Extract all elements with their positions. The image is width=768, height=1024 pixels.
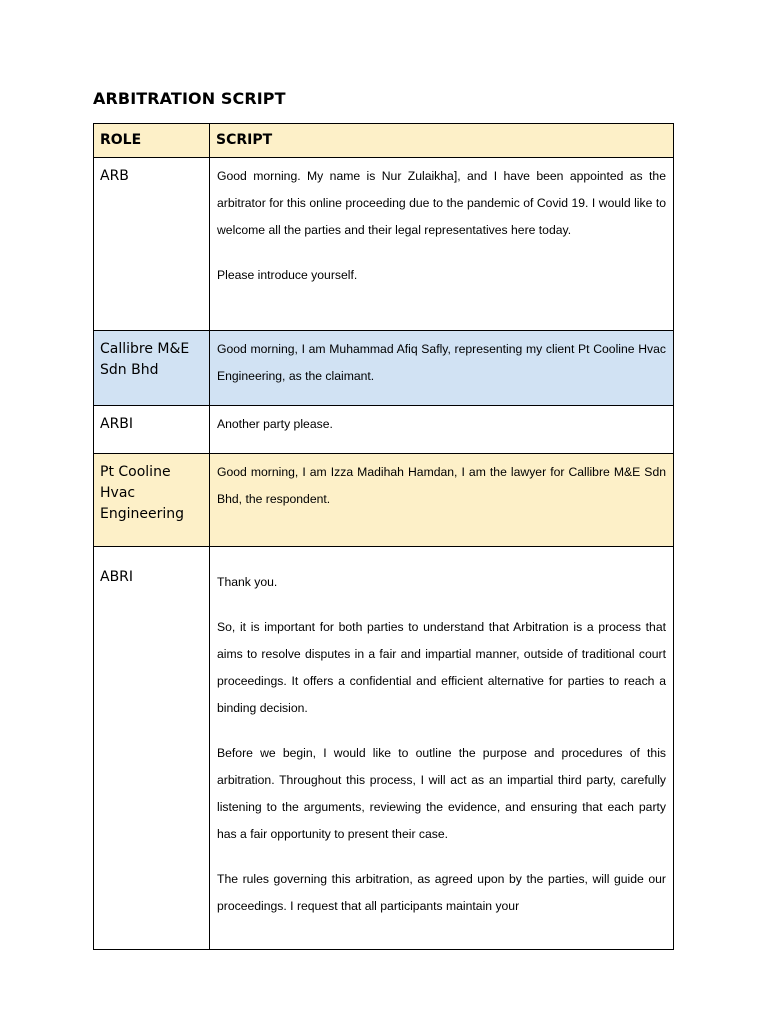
role-cell: ABRI xyxy=(94,547,210,950)
script-column-header: SCRIPT xyxy=(210,124,674,158)
script-cell xyxy=(210,331,674,406)
script-paragraph: Before we begin, I would like to outline the purpose and procedures of this arbitration. Throughout this process, I will act as an impartial third party, carefully listening to the arguments, reviewing the evidence, and ensuring that each party has a fair opportunity to present their case. xyxy=(217,746,666,841)
script-cell xyxy=(210,454,674,547)
role-cell: Callibre M&E Sdn Bhd xyxy=(94,331,210,406)
role-cell: Pt Cooline Hvac Engineering xyxy=(94,454,210,547)
role-column-header: ROLE xyxy=(94,124,210,158)
page-title: ARBITRATION SCRIPT xyxy=(93,89,286,108)
table-header-row xyxy=(94,124,674,158)
script-paragraph: Thank you. xyxy=(217,575,278,589)
arbitration-script-table xyxy=(93,123,674,950)
script-cell xyxy=(210,406,674,454)
table-row xyxy=(94,331,674,406)
script-paragraph: So, it is important for both parties to understand that Arbitration is a process that aims to resolve disputes in a fair and impartial manner, outside of traditional court proceedings. It offers a confidential and efficient alternative for parties to reach a binding decision. xyxy=(217,620,666,715)
table-row xyxy=(94,158,674,331)
role-cell: ARBI xyxy=(94,406,210,454)
script-paragraph: The rules governing this arbitration, as agreed upon by the parties, will guide our proceedings. I request that all participants maintain your xyxy=(217,872,666,913)
script-paragraph: Another party please. xyxy=(217,417,333,431)
script-cell xyxy=(210,547,674,950)
table-row xyxy=(94,406,674,454)
script-cell xyxy=(210,158,674,331)
script-paragraph: Good morning, I am Muhammad Afiq Safly, representing my client Pt Cooline Hvac Engineering, as the claimant. xyxy=(217,342,666,383)
script-paragraph: Good morning. My name is Nur Zulaikha], and I have been appointed as the arbitrator for this online proceeding due to the pandemic of Covid 19. I would like to welcome all the parties and their legal representatives here today. xyxy=(217,169,666,237)
table-row xyxy=(94,454,674,547)
script-paragraph: Please introduce yourself. xyxy=(217,268,358,282)
script-paragraph: Good morning, I am Izza Madihah Hamdan, I am the lawyer for Callibre M&E Sdn Bhd, the respondent. xyxy=(217,465,666,506)
role-cell: ARB xyxy=(94,158,210,331)
table-row xyxy=(94,547,674,950)
